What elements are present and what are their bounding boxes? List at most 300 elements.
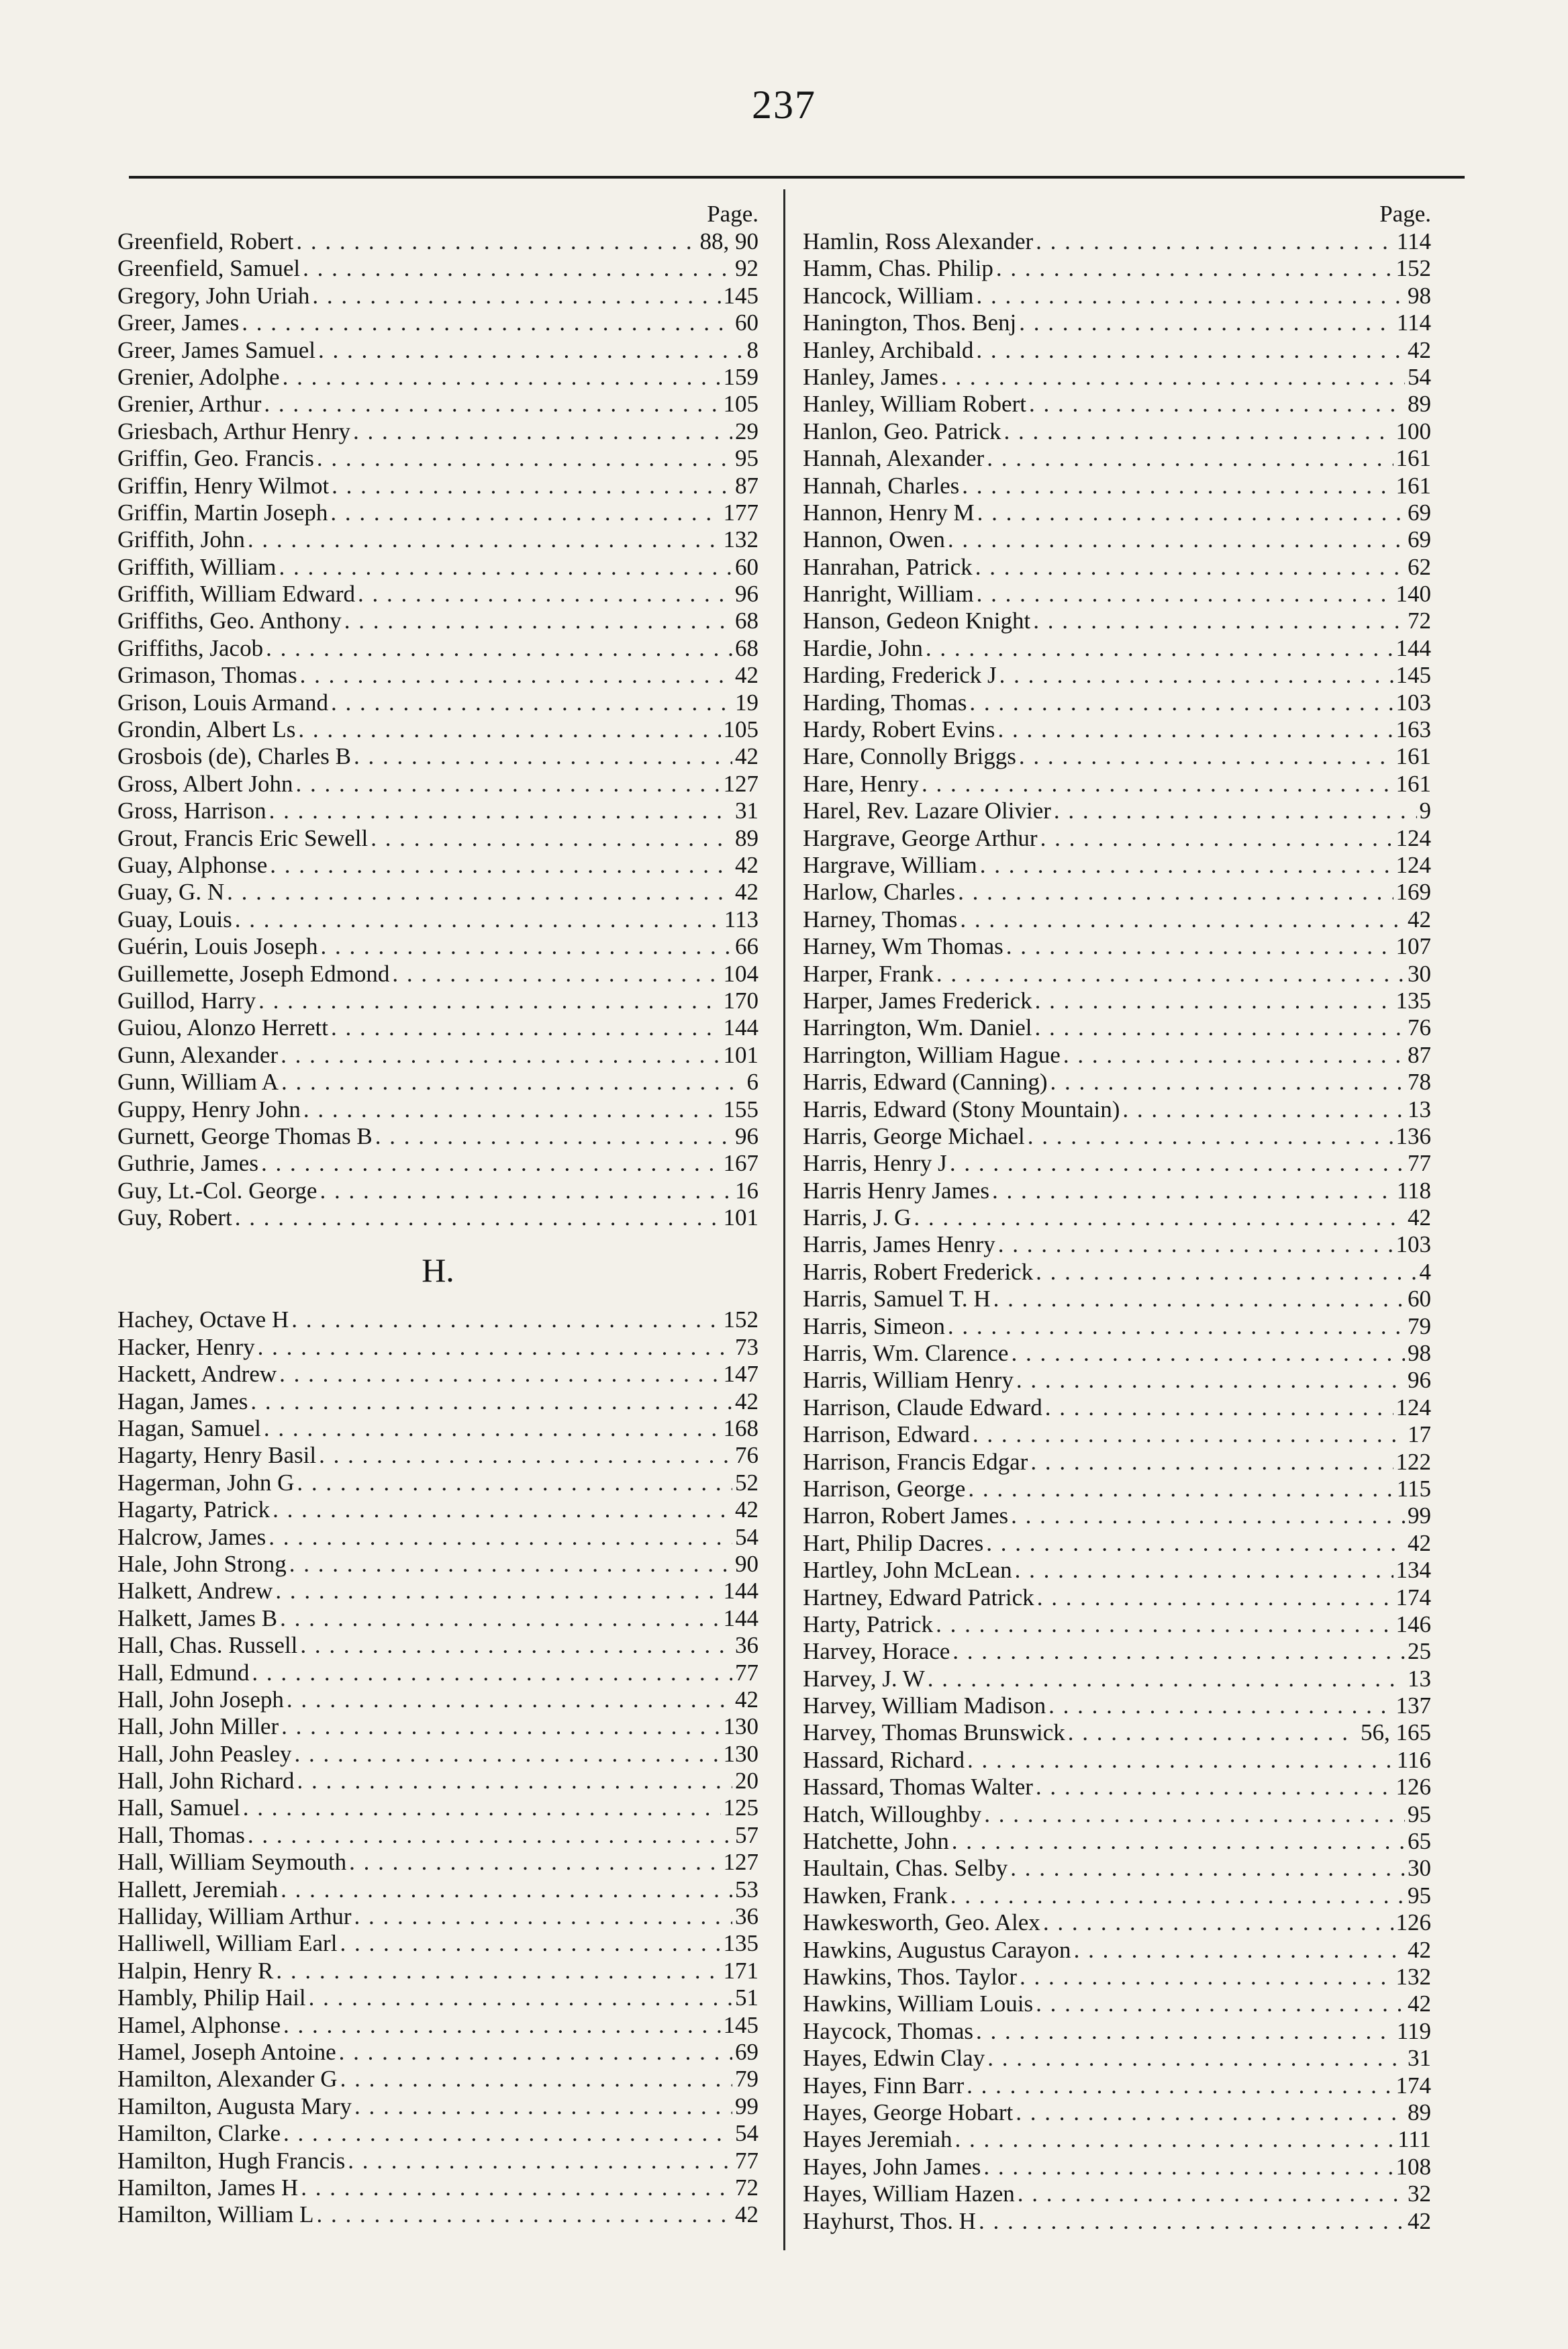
entry-name: Griffiths, Geo. Anthony [117, 608, 342, 634]
dot-leader [340, 2066, 732, 2093]
entry-name: Guillemette, Joseph Edmond [117, 960, 390, 987]
index-entry [803, 1014, 1431, 1041]
entry-page: 30 [1408, 1855, 1431, 1882]
entry-page: 16 [735, 1177, 758, 1204]
entry-name: Harney, Wm Thomas [803, 933, 1003, 960]
entry-name: Harris, Simeon [803, 1312, 945, 1339]
index-entry [803, 1530, 1431, 1557]
index-entry [117, 1578, 758, 1604]
entry-name: Harris, Edward (Canning) [803, 1069, 1048, 1096]
index-entry [117, 1822, 758, 1849]
dot-leader [340, 1930, 720, 1957]
entry-page: 127 [723, 770, 758, 797]
entry-name: Guay, Louis [117, 906, 232, 932]
entry-page: 29 [735, 418, 758, 444]
entry-page: 159 [723, 363, 758, 390]
entry-page: 62 [1408, 553, 1431, 580]
dot-leader [296, 771, 721, 798]
entry-name: Grosbois (de), Charles B [117, 743, 352, 770]
entry-name: Hamilton, Alexander G [117, 2066, 338, 2093]
entry-page: 42 [735, 1496, 758, 1523]
entry-page: 169 [1395, 879, 1431, 906]
entry-page: 161 [1395, 472, 1431, 499]
dot-leader [976, 2018, 1394, 2045]
dot-leader [1016, 2099, 1405, 2126]
dot-leader [962, 473, 1393, 499]
dot-leader [235, 1204, 721, 1231]
entry-page: 76 [735, 1442, 758, 1469]
entry-page: 95 [735, 445, 758, 472]
dot-leader [987, 445, 1393, 472]
entry-name: Guy, Robert [117, 1204, 232, 1231]
dot-leader [300, 662, 732, 689]
entry-page: 122 [1395, 1448, 1431, 1475]
index-entry [117, 1551, 758, 1578]
entry-name: Hare, Henry [803, 770, 919, 797]
entry-name: Guay, G. N [117, 879, 225, 906]
entry-name: Halpin, Henry R [117, 1957, 274, 1984]
dot-leader [996, 255, 1393, 282]
dot-leader [1018, 2180, 1405, 2207]
index-entry [117, 1096, 758, 1123]
entry-page: 100 [1395, 418, 1431, 444]
entry-name: Greer, James [117, 309, 240, 336]
dot-leader [980, 852, 1393, 879]
index-entry [117, 743, 758, 770]
page-column-header: Page. [1379, 201, 1431, 227]
index-entry [803, 1421, 1431, 1448]
entry-name: Hart, Philip Dacres [803, 1529, 984, 1556]
entry-page: 114 [1396, 309, 1431, 336]
index-entry [803, 1638, 1431, 1665]
index-entry [117, 879, 758, 906]
index-entry [803, 1476, 1431, 1502]
dot-leader [1029, 391, 1405, 418]
entry-page: 42 [735, 851, 758, 878]
dot-leader [303, 1096, 721, 1123]
dot-leader [269, 798, 732, 824]
entry-page: 96 [735, 581, 758, 608]
entry-name: Harris, William Henry [803, 1367, 1014, 1394]
dot-leader [983, 2154, 1393, 2180]
index-entry [117, 1686, 758, 1713]
index-entry [117, 364, 758, 391]
entry-name: Hackett, Andrew [117, 1361, 277, 1388]
index-entry [803, 608, 1431, 634]
entry-name: Harris, Edward (Stony Mountain) [803, 1096, 1120, 1122]
entry-name: Grenier, Arthur [117, 391, 262, 418]
entry-page: 96 [735, 1122, 758, 1149]
entry-name: Guérin, Louis Joseph [117, 933, 318, 960]
index-entry [803, 1394, 1431, 1421]
index-entry [117, 1660, 758, 1686]
dot-leader [349, 1849, 720, 1876]
entry-page: 54 [1408, 363, 1431, 390]
entry-page: 72 [1408, 608, 1431, 634]
index-entry [117, 2174, 758, 2201]
entry-page: 17 [1408, 1421, 1431, 1448]
entry-page: 89 [1408, 391, 1431, 418]
dot-leader [1006, 933, 1393, 960]
dot-leader [275, 1578, 720, 1604]
entry-name: Hayes, George Hobart [803, 2099, 1014, 2125]
entry-page: 79 [1408, 1312, 1431, 1339]
dot-leader [1043, 1909, 1393, 1936]
entry-name: Hall, John Miller [117, 1713, 279, 1740]
entry-name: Guay, Alphonse [117, 851, 268, 878]
dot-leader [969, 689, 1393, 716]
entry-name: Greenfield, Robert [117, 228, 294, 254]
entry-name: Harrington, Wm. Daniel [803, 1014, 1032, 1041]
entry-page: 98 [1408, 282, 1431, 309]
index-entry [117, 2120, 758, 2147]
index-entry [803, 1882, 1431, 1909]
dot-leader [264, 1415, 721, 1442]
dot-leader [986, 1530, 1405, 1557]
index-entry [117, 1849, 758, 1876]
index-entry [117, 1713, 758, 1740]
index-entry [803, 1611, 1431, 1638]
dot-leader [936, 961, 1405, 988]
dot-leader [1033, 608, 1405, 634]
entry-name: Hacker, Henry [117, 1333, 255, 1360]
index-entry [117, 1496, 758, 1523]
index-entry [803, 1313, 1431, 1340]
entry-page: 92 [735, 255, 758, 282]
dot-leader [330, 499, 720, 526]
dot-leader [354, 743, 732, 770]
entry-page: 9 [1419, 798, 1431, 824]
dot-leader [1036, 1259, 1416, 1286]
entry-name: Hagerman, John G [117, 1469, 295, 1496]
index-entry [117, 1150, 758, 1177]
dot-leader [297, 1470, 732, 1496]
index-entry [117, 473, 758, 499]
dot-leader [998, 1231, 1393, 1258]
dot-leader [318, 337, 744, 364]
entry-page: 69 [735, 2039, 758, 2065]
dot-leader [948, 526, 1405, 553]
entry-page: 42 [1408, 1204, 1431, 1231]
dot-leader [1011, 1340, 1405, 1367]
index-entry [803, 771, 1431, 798]
dot-leader [331, 689, 732, 716]
entry-page: 124 [1395, 851, 1431, 878]
entry-page: 111 [1398, 2126, 1431, 2153]
entry-name: Hagan, James [117, 1388, 248, 1415]
dot-leader [392, 961, 720, 988]
entry-name: Hannah, Charles [803, 472, 960, 499]
entry-page: 36 [735, 1632, 758, 1659]
entry-page: 6 [746, 1069, 758, 1096]
entry-name: Griesbach, Arthur Henry [117, 418, 350, 444]
entry-page: 116 [1396, 1746, 1431, 1773]
entry-page: 145 [1395, 662, 1431, 689]
index-entry [117, 283, 758, 309]
entry-page: 174 [1395, 1584, 1431, 1611]
index-entry [117, 337, 758, 364]
entry-name: Hatch, Willoughby [803, 1801, 982, 1827]
index-entry [803, 1340, 1431, 1367]
entry-page: 130 [723, 1740, 758, 1767]
entry-page: 42 [1408, 906, 1431, 932]
entry-page: 69 [1408, 526, 1431, 553]
entry-name: Hagan, Samuel [117, 1415, 261, 1442]
entry-page: 132 [723, 526, 758, 553]
entry-name: Hatchette, John [803, 1828, 949, 1855]
index-entry [803, 1502, 1431, 1529]
entry-name: Hall, Samuel [117, 1794, 240, 1821]
entry-name: Hanington, Thos. Benj [803, 309, 1017, 336]
index-entry [117, 1014, 758, 1041]
index-entry [803, 798, 1431, 824]
dot-leader [283, 2012, 720, 2039]
entry-page: 105 [723, 716, 758, 743]
dot-leader [279, 1361, 720, 1388]
entry-name: Hayes, Finn Barr [803, 2072, 965, 2099]
dot-leader [948, 1313, 1405, 1340]
index-entry [117, 1204, 758, 1231]
entry-page: 135 [723, 1930, 758, 1957]
index-entry [803, 499, 1431, 526]
dot-leader [261, 1150, 721, 1177]
index-entry [803, 2208, 1431, 2235]
entry-page: 76 [1408, 1014, 1431, 1041]
index-entry [803, 554, 1431, 581]
entry-page: 42 [735, 1388, 758, 1415]
entry-name: Harrison, Francis Edgar [803, 1448, 1028, 1475]
index-entry [803, 283, 1431, 309]
entry-page: 115 [1396, 1475, 1431, 1502]
index-entry [117, 1768, 758, 1794]
entry-name: Hartney, Edward Patrick [803, 1584, 1034, 1611]
entry-page: 99 [735, 2093, 758, 2119]
index-entry [803, 309, 1431, 336]
entry-name: Hancock, William [803, 282, 974, 309]
entry-name: Harron, Robert James [803, 1502, 1009, 1529]
entry-page: 108 [1395, 2153, 1431, 2180]
entry-page: 13 [1408, 1096, 1431, 1122]
entry-page: 118 [1396, 1177, 1431, 1204]
entry-page: 90 [735, 1550, 758, 1577]
entry-name: Hanrahan, Patrick [803, 553, 973, 580]
entry-page: 31 [735, 798, 758, 824]
entry-name: Halliday, William Arthur [117, 1903, 352, 1930]
dot-leader [979, 2208, 1405, 2235]
index-entry [803, 445, 1431, 472]
page-number: 237 [752, 83, 816, 127]
header-rule [129, 176, 1465, 179]
index-entry [803, 1096, 1431, 1123]
index-entry [117, 1178, 758, 1204]
entry-name: Hannon, Owen [803, 526, 945, 553]
entry-page: 42 [1408, 1936, 1431, 1963]
dot-leader [283, 364, 721, 391]
entry-name: Hargrave, William [803, 851, 977, 878]
entry-name: Harney, Thomas [803, 906, 958, 932]
entry-name: Grimason, Thomas [117, 662, 297, 689]
dot-leader [1037, 1584, 1393, 1611]
index-entry [803, 1719, 1431, 1746]
index-entry [117, 554, 758, 581]
dot-leader [1036, 1991, 1405, 2017]
index-entry [803, 988, 1431, 1014]
entry-page: 87 [735, 472, 758, 499]
dot-leader [950, 1150, 1405, 1177]
index-entry [117, 2201, 758, 2228]
entry-name: Guiou, Alonzo Herrett [117, 1014, 328, 1041]
entry-page: 99 [1408, 1502, 1431, 1529]
entry-name: Harrison, George [803, 1475, 966, 1502]
entry-name: Gregory, John Uriah [117, 282, 310, 309]
entry-page: 78 [1408, 1069, 1431, 1096]
dot-leader [298, 716, 720, 743]
dot-leader [331, 1014, 721, 1041]
entry-page: 170 [723, 987, 758, 1014]
dot-leader [317, 445, 732, 472]
index-entry [117, 228, 758, 255]
index-entry [803, 1123, 1431, 1150]
index-entry [117, 1123, 758, 1150]
entry-name: Hamm, Chas. Philip [803, 255, 993, 282]
index-entry [803, 879, 1431, 906]
entry-page: 60 [1408, 1286, 1431, 1312]
dot-leader [999, 662, 1393, 689]
dot-leader [268, 1524, 732, 1551]
entry-name: Hardie, John [803, 634, 923, 661]
entry-page: 103 [1395, 1231, 1431, 1258]
dot-leader [281, 1069, 744, 1096]
index-entry [117, 2148, 758, 2174]
dot-leader [296, 228, 697, 255]
index-entry [117, 1984, 758, 2011]
entry-name: Hall, John Peasley [117, 1740, 292, 1767]
dot-leader [1045, 1394, 1393, 1421]
entry-name: Guppy, Henry John [117, 1096, 301, 1122]
dot-leader [266, 635, 732, 662]
entry-name: Hayes, Edwin Clay [803, 2045, 985, 2072]
index-entry [803, 1286, 1431, 1312]
entry-name: Harris Henry James [803, 1177, 989, 1204]
dot-leader [960, 906, 1405, 933]
dot-leader [297, 1768, 732, 1794]
index-entry [117, 1958, 758, 1984]
entry-page: 124 [1395, 1394, 1431, 1421]
dot-leader [967, 2072, 1393, 2099]
entry-name: Hall, William Seymouth [117, 1849, 347, 1876]
entry-name: Hayes Jeremiah [803, 2126, 952, 2153]
entry-name: Hall, Chas. Russell [117, 1632, 298, 1659]
entry-name: Harper, James Frederick [803, 987, 1032, 1014]
entry-name: Harlow, Charles [803, 879, 956, 906]
index-entry [803, 255, 1431, 282]
index-entry [117, 1876, 758, 1903]
dot-leader [287, 1686, 732, 1713]
right-entries-list [803, 228, 1431, 2235]
entry-name: Harvey, Horace [803, 1638, 950, 1665]
dot-leader [276, 1958, 720, 1984]
index-entry [803, 2154, 1431, 2180]
entry-name: Guillod, Harry [117, 987, 256, 1014]
index-entry [803, 364, 1431, 391]
index-entry [803, 716, 1431, 743]
h-entries-list [117, 1306, 758, 2228]
dot-leader [987, 2045, 1405, 2072]
entry-page: 113 [724, 906, 758, 932]
dot-leader [354, 1903, 732, 1930]
entry-page: 53 [735, 1876, 758, 1903]
dot-leader [976, 337, 1405, 364]
index-entry [803, 1449, 1431, 1476]
section-letter-h: H. [422, 1251, 454, 1290]
entry-name: Hargrave, George Arthur [803, 824, 1038, 851]
entry-name: Halliwell, William Earl [117, 1930, 338, 1957]
index-entry [803, 1774, 1431, 1801]
entry-name: Hassard, Thomas Walter [803, 1774, 1033, 1801]
entry-page: 77 [735, 1659, 758, 1686]
index-entry [803, 1178, 1431, 1204]
entry-name: Hamilton, Hugh Francis [117, 2147, 346, 2174]
dot-leader [353, 418, 732, 445]
index-entry [803, 473, 1431, 499]
dot-leader [941, 364, 1405, 391]
index-entry [803, 1204, 1431, 1231]
entry-name: Hayes, William Hazen [803, 2180, 1015, 2207]
entry-name: Hardy, Robert Evins [803, 716, 995, 743]
entry-name: Hachey, Octave H [117, 1306, 289, 1333]
entry-name: Hamel, Alphonse [117, 2011, 281, 2038]
dot-leader [977, 283, 1405, 309]
dot-leader [928, 1666, 1405, 1692]
entry-name: Griffin, Henry Wilmot [117, 472, 330, 499]
entry-name: Hall, Thomas [117, 1821, 245, 1848]
index-entry [803, 743, 1431, 770]
dot-leader [375, 1123, 732, 1150]
index-entry [803, 933, 1431, 960]
entry-page: 114 [1396, 228, 1431, 254]
entry-page: 152 [723, 1306, 758, 1333]
entry-name: Harrison, Edward [803, 1421, 970, 1448]
entry-page: 54 [735, 1523, 758, 1550]
entry-page: 60 [735, 309, 758, 336]
index-entry [117, 1306, 758, 1333]
index-entry [117, 255, 758, 282]
index-entry [803, 337, 1431, 364]
entry-name: Griffiths, Jacob [117, 634, 264, 661]
index-entry [117, 1903, 758, 1930]
index-entry [117, 1361, 758, 1388]
dot-leader [258, 988, 720, 1014]
dot-leader [227, 879, 732, 906]
dot-leader [1003, 418, 1393, 445]
entry-name: Hall, Edmund [117, 1659, 250, 1686]
dot-leader [242, 309, 732, 336]
entry-name: Grondin, Albert Ls [117, 716, 296, 743]
entry-page: 137 [1395, 1692, 1431, 1719]
entry-name: Griffin, Martin Joseph [117, 499, 328, 526]
index-entry [803, 1801, 1431, 1828]
index-entry [803, 1231, 1431, 1258]
entry-name: Halkett, James B [117, 1604, 278, 1631]
index-entry [803, 2045, 1431, 2072]
entry-page: 89 [735, 824, 758, 851]
entry-page: 13 [1408, 1665, 1431, 1692]
g-entries-list [117, 228, 758, 1231]
dot-leader [922, 771, 1393, 798]
index-entry [803, 1069, 1431, 1096]
entry-name: Harrington, William Hague [803, 1041, 1061, 1068]
index-entry [803, 1259, 1431, 1286]
